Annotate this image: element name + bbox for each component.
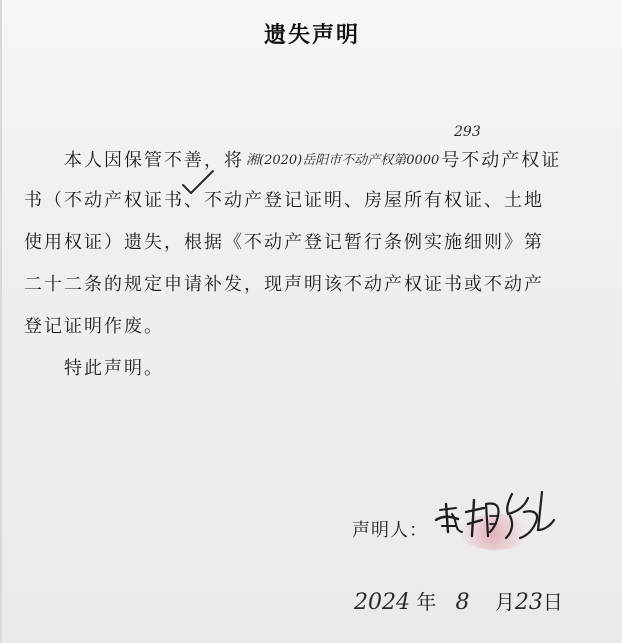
body-line-6: 特此声明。: [64, 358, 164, 379]
check-mark-icon: [180, 168, 216, 198]
handwritten-certificate-number: 湘(2020)岳阳市不动产权第0000: [246, 153, 440, 168]
date-year-unit: 年: [416, 590, 437, 614]
declarant-label: 声明人：: [352, 520, 428, 541]
line1-suffix: 号不动产权证: [441, 150, 562, 171]
body-line-3: 使用权证）遗失，根据《不动产登记暂行条例实施细则》第: [24, 232, 544, 253]
handwritten-signature: [432, 486, 560, 544]
date-day-unit: 日: [542, 590, 563, 614]
date-year: 2024: [354, 590, 410, 615]
line2-prefix: 书（不动产权证: [24, 190, 164, 211]
body-line-4: 二十二条的规定申请补发，现声明该不动产权证书或不动产: [24, 274, 544, 295]
page-title: 遗失声明: [263, 23, 360, 48]
line2-checked-word: 书: [164, 190, 184, 211]
declaration-date: [354, 586, 563, 615]
body-line-1: [64, 146, 561, 172]
date-day: 23: [514, 590, 543, 615]
date-month: 8: [455, 590, 470, 615]
body-line-2: [24, 186, 544, 212]
handwritten-certificate-number-suffix: 293: [454, 124, 481, 140]
date-month-unit: 月: [494, 590, 515, 614]
line2-suffix: 、不动产登记证明、房屋所有权证、土地: [184, 190, 544, 211]
line1-prefix: 本人因保管不善，将: [64, 150, 244, 171]
body-line-5: 登记证明作废。: [24, 316, 164, 337]
